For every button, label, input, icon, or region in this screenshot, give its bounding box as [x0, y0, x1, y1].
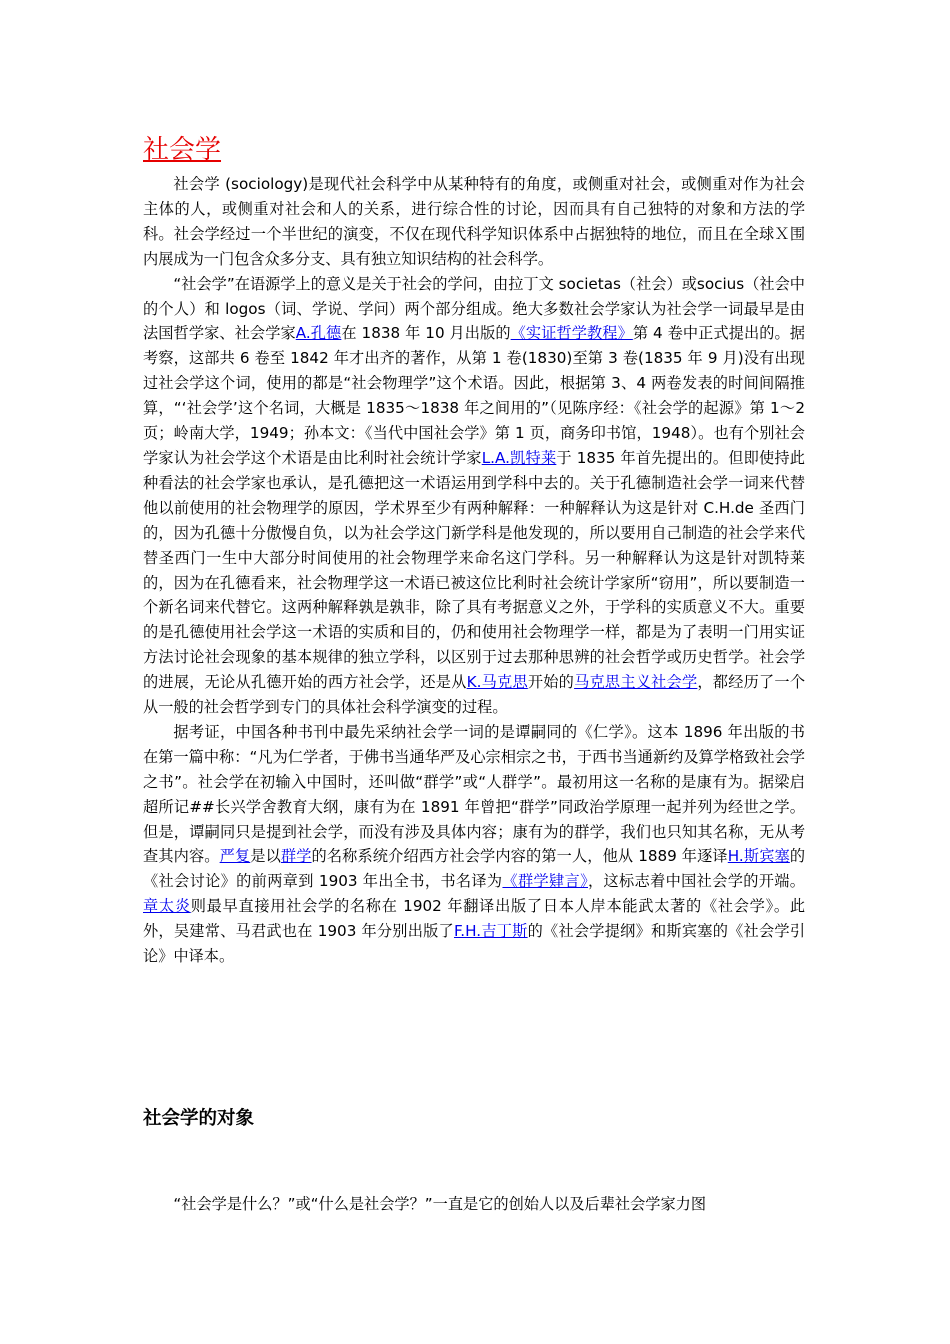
paragraph-section-intro: “社会学是什么？”或“什么是社会学？”一直是它的创始人以及后辈社会学家力图	[173, 1195, 707, 1213]
link-quetelet[interactable]: L.A.凯特莱	[481, 448, 557, 467]
article-body	[143, 130, 805, 969]
link-comte[interactable]: A.孔德	[295, 324, 342, 343]
text-run: 第 4 卷中正式提出的。据考察，这部共 6 卷至 1842 年才出齐的著作，从第 1 卷(1830)至第 3 卷(1835 年 9 月)没有出现过社会学这个词，使用的都是“社会物理学”这个术语。因此，根据第 3、4 两卷发表的时间间隔推算，“‘社会学’这个名词，大概是 1835～1838 年之间用的”（见陈序经：《社会学的起源》第 1～2 页；岭南大学，1949；孙本文：《当代中国社会学》第 1 页，商务印书馆，1948）。也有个别社会学家认为社会学这个术语是由比利时社会统计学家	[143, 324, 805, 467]
paragraph-etymology	[143, 272, 805, 720]
paragraph-china-history	[143, 720, 805, 969]
article-title: 社会学	[143, 135, 222, 165]
link-spencer[interactable]: H.斯宾塞	[727, 847, 790, 866]
text-run: 的名称系统介绍西方社会学内容的第一人，他从 1889 年逐译	[311, 847, 728, 866]
text-run: 于 1835 年首先提出的。但即使持此种看法的社会学家也承认，是孔德把这一术语运用到学科中去的。关于孔德制造社会学一词来代替他以前使用的社会物理学的原因，学术界至少有两种解释：一种解释认为这是针对 C.H.de 圣西门的，因为孔德十分傲慢自负，以为社会学这门新学科是他发现的，所以要用自己制造的社会学来代替圣西门一生中大部分时间使用的社会物理学来命名这门学科。另一种解释认为这是针对凯特莱的，因为在孔德看来，社会物理学这一术语已被这位比利时社会统计学家所“窃用”，所以要制造一个新名词来代替它。这两种解释孰是孰非，除了具有考据意义之外，于学科的实质意义不大。重要的是孔德使用社会学这一术语的实质和目的，仍和使用社会物理学一样，都是为了表明一门用实证方法讨论社会现象的基本规律的独立学科，以区别于过去那种思辨的社会哲学或历史哲学。社会学的进展，无论从孔德开始的西方社会学，还是从	[143, 448, 805, 692]
link-zhang-taiyan[interactable]: 章太炎	[143, 897, 191, 916]
section-heading: 社会学的对象	[143, 1108, 255, 1129]
text-run: ，这标志着中国社会学的开端。	[588, 872, 805, 891]
text-run: 的《社会学提纲》和斯宾塞的《社会学引论》中译本。	[143, 922, 806, 966]
text-run: 据考证，中国各种书刊中最先采纳社会学一词的是谭嗣同的《仁学》。这本 1896 年出版的书在第一篇中称：“凡为仁学者，于佛书当通华严及心宗相宗之书，于西书当通新约及算学格致社会学之书”。社会学在初输入中国时，还叫做“群学”或“人群学”。最初用这一名称的是康有为。据梁启超所记##长兴学舍教育大纲，康有为在 1891 年曾把“群学”同政治学原理一起并列为经世之学。但是，谭嗣同只是提到社会学，而没有涉及具体内容；康有为的群学，我们也只知其名称，无从考查其内容。	[143, 722, 805, 866]
text-run: ，都经历了一个从一般的社会哲学到专门的具体社会科学演变的过程。	[143, 673, 806, 717]
link-positive-philosophy[interactable]: 《实证哲学教程》	[510, 324, 633, 343]
text-run: 在 1838 年 10 月出版的	[341, 324, 511, 343]
link-giddings[interactable]: F.H.吉丁斯	[453, 922, 528, 941]
text-run: 开始的	[527, 673, 575, 692]
text-run: 的《社会讨论》的前两章到 1903 年出全书，书名译为	[143, 847, 806, 891]
link-yan-fu[interactable]: 严复	[219, 847, 251, 866]
link-marxist-sociology[interactable]: 马克思主义社会学	[574, 673, 698, 692]
paragraph-intro: 社会学 (sociology)是现代社会科学中从某种特有的角度，或侧重对社会，或侧重对作为社会主体的人，或侧重对社会和人的关系，进行综合性的讨论，因而具有自己独特的对象和方法的学科。社会学经过一个半世纪的演变，不仅在现代科学知识体系中占据独特的地位，而且在全球Ｘ围内展成为一门包含众多分支、具有独立知识结构的社会科学。	[143, 175, 805, 268]
text-run: 是以	[250, 847, 281, 866]
text-run: 则最早直接用社会学的名称在 1902 年翻译出版了日本人岸本能武太著的《社会学》。此外，吴建常、马君武也在 1903 年分别出版了	[143, 897, 806, 941]
link-marx[interactable]: K.马克思	[466, 673, 528, 692]
text-run: “社会学”在语源学上的意义是关于社会的学问，由拉丁文 societas（社会）或socius（社会中的个人）和 logos（词、学说、学问）两个部分组成。绝大多数社会学家认为社会学一词最早是由法国哲学家、社会学家	[143, 274, 805, 343]
link-qunxue[interactable]: 群学	[280, 847, 312, 866]
link-qunxue-siyan[interactable]: 《群学肄言》	[502, 872, 588, 891]
